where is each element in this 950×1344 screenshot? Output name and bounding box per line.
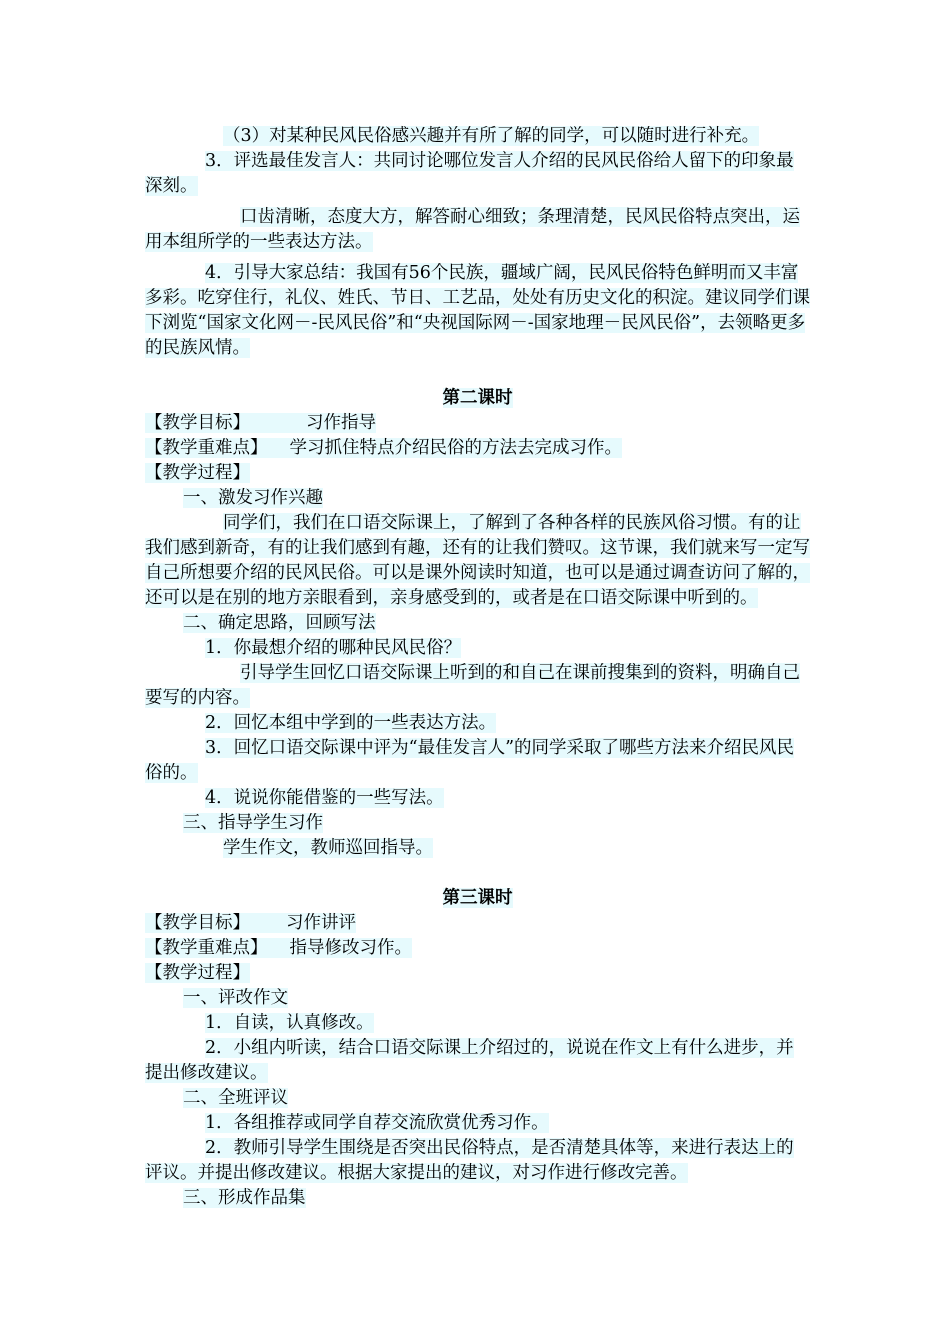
paragraph: 2．小组内听读，结合口语交际课上介绍过的，说说在作文上有什么进步，并提出修改建议。 — [145, 1038, 794, 1083]
paragraph: 学生作文，教师巡回指导。 — [223, 838, 433, 858]
section-heading: 二、确定思路，回顾写法 — [183, 613, 376, 633]
section-heading: 二、全班评议 — [183, 1088, 288, 1108]
paragraph: 3．评选最佳发言人：共同讨论哪位发言人介绍的民风民俗给人留下的印象最深刻。 — [145, 151, 794, 196]
paragraph: 引导学生回忆口语交际课上听到的和自己在课前搜集到的资料，明确自己要写的内容。 — [145, 663, 800, 708]
teaching-key: 【教学重难点】 指导修改习作。 — [145, 938, 412, 958]
section-heading: 三、形成作品集 — [183, 1188, 306, 1208]
teaching-goal: 【教学目标】 习作指导 — [145, 413, 376, 433]
paragraph: 1．各组推荐或同学自荐交流欣赏优秀习作。 — [205, 1113, 549, 1133]
paragraph: 2．回忆本组中学到的一些表达方法。 — [205, 713, 497, 733]
paragraph: 口齿清晰，态度大方，解答耐心细致；条理清楚，民风民俗特点突出，运用本组所学的一些表达方法。 — [145, 207, 800, 252]
paragraph: 1．自读，认真修改。 — [205, 1013, 374, 1033]
section-heading: 一、激发习作兴趣 — [183, 488, 323, 508]
document-page — [145, 124, 810, 1211]
lesson-title: 第二课时 — [442, 388, 513, 408]
teaching-process-label: 【教学过程】 — [145, 963, 250, 983]
teaching-key: 【教学重难点】 学习抓住特点介绍民俗的方法去完成习作。 — [145, 438, 622, 458]
paragraph: 同学们，我们在口语交际课上，了解到了各种各样的民族风俗习惯。有的让我们感到新奇，有的让我们感到有趣，还有的让我们赞叹。这节课，我们就来写一定写自己所想要介绍的民风民俗。可以是课外阅读时知道，也可以是通过调查访问了解的，还可以是在别的地方亲眼看到，亲身感受到的，或者是在口语交际课中听到的。 — [145, 513, 810, 608]
section-heading: 三、指导学生习作 — [183, 813, 323, 833]
paragraph: （3）对某种民风民俗感兴趣并有所了解的同学，可以随时进行补充。 — [223, 126, 760, 146]
section-heading: 一、评改作文 — [183, 988, 288, 1008]
paragraph: 1．你最想介绍的哪种民风民俗？ — [205, 638, 462, 658]
paragraph: 3．回忆口语交际课中评为“最佳发言人”的同学采取了哪些方法来介绍民风民俗的。 — [145, 738, 795, 783]
paragraph: 4．说说你能借鉴的一些写法。 — [205, 788, 444, 808]
paragraph: 4．引导大家总结：我国有56个民族，疆域广阔，民风民俗特色鲜明而又丰富多彩。吃穿住行，礼仪、姓氏、节日、工艺品，处处有历史文化的积淀。建议同学们课下浏览“国家文化网－-民风民俗”和“央视国际网－-国家地理－民风民俗”，去领略更多的民族风情。 — [145, 263, 810, 358]
teaching-process-label: 【教学过程】 — [145, 463, 250, 483]
teaching-goal: 【教学目标】 习作讲评 — [145, 913, 356, 933]
paragraph: 2．教师引导学生围绕是否突出民俗特点，是否清楚具体等，来进行表达上的评议。并提出修改建议。根据大家提出的建议，对习作进行修改完善。 — [145, 1138, 794, 1183]
lesson-title: 第三课时 — [442, 888, 513, 908]
